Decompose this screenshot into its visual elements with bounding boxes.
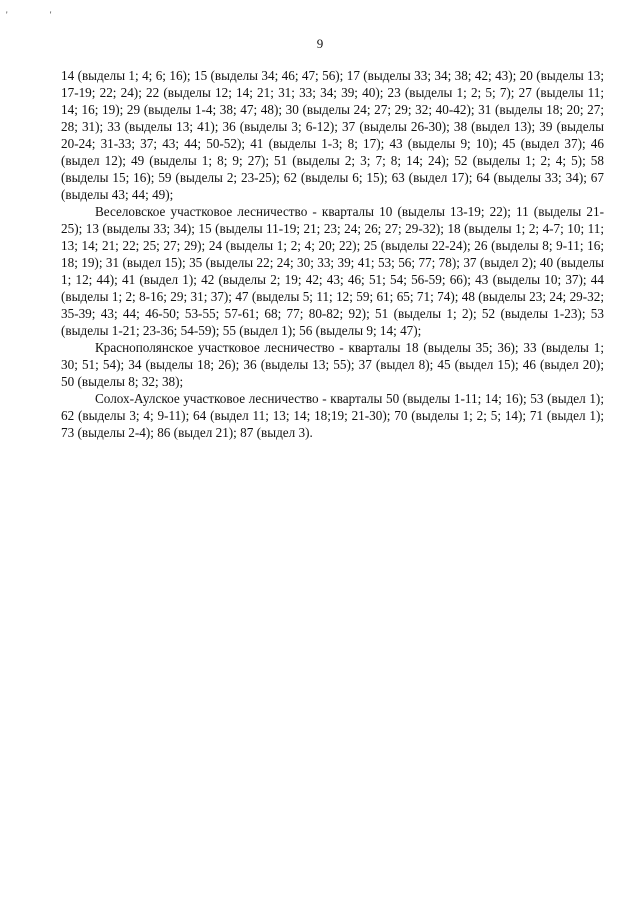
paragraph-continuation: 14 (выделы 1; 4; 6; 16); 15 (выделы 34; 46; 47; 56); 17 (выделы 33; 34; 38; 42; 43); 20 (выделы 13; 17-19; 22; 24); 22 (выделы 12; 14; 21; 31; 33; 34; 39; 40); 23 (выделы 1; 2; 5; 7); 27 (выделы 11; 14; 16; 19); 29 (выделы 1-4; 38; 47; 48); 30 (выделы 24; 27; 29; 32; 40-42); 31 (выделы 18; 20; 27; 28; 31); 33 (выделы 13; 41); 36 (выделы 3; 6-12); 37 (выделы 26-30); 38 (выдел 13); 39 (выделы 20-24; 31-33; 37; 43; 44; 50-52); 41 (выделы 1-3; 8; 17); 43 (выделы 9; 10); 45 (выдел 37); 46 (выдел 12); 49 (выделы 1; 8; 9; 27); 51 (выделы 2; 3; 7; 8; 14; 24); 52 (выделы 1; 2; 4; 5); 58 (выделы 15; 16); 59 (выделы 2; 23-25); 62 (выделы 6; 15); 63 (выдел 17); 64 (выделы 33; 34); 67 (выделы 43; 44; 49); xyxy=(61,68,604,202)
paragraph-solokh-aulskoe: Солох-Аулское участковое лесничество - кварталы 50 (выделы 1-11; 14; 16); 53 (выдел 1); 62 (выделы 3; 4; 9-11); 64 (выдел 11; 13; 14; 18;19; 21-30); 70 (выделы 1; 2; 5; 14); 71 (выдел 1); 73 (выделы 2-4); 86 (выдел 21); 87 (выдел 3). xyxy=(61,391,604,440)
paragraph-veselovskoe: Веселовское участковое лесничество - кварталы 10 (выделы 13-19; 22); 11 (выделы 21-25); 13 (выделы 33; 34); 15 (выделы 11-19; 21; 23; 24; 26; 27; 29-32); 18 (выделы 1; 2; 4-7; 10; 11; 13; 14; 21; 22; 25; 27; 29); 24 (выделы 1; 2; 4; 20; 22); 25 (выделы 22-24); 26 (выделы 8; 9-11; 16; 18; 19); 31 (выдел 15); 35 (выделы 22; 24; 30; 33; 39; 41; 53; 56; 77; 78); 37 (выдел 2); 40 (выделы 1; 12; 44); 41 (выдел 1); 42 (выделы 2; 19; 42; 43; 46; 51; 54; 56-59; 66); 43 (выделы 10; 37); 44 (выделы 1; 2; 8-16; 29; 31; 37); 47 (выделы 5; 11; 12; 59; 61; 65; 71; 74); 48 (выделы 23; 24; 29-32; 35-39; 43; 44; 46-50; 53-55; 57-61; 68; 77; 80-82; 92); 51 (выделы 1; 2); 52 (выделы 1-23); 53 (выделы 1-21; 23-36; 54-59); 55 (выдел 1); 56 (выделы 9; 14; 47); xyxy=(61,204,604,338)
paragraph-krasnopolyanskoe: Краснополянское участковое лесничество - кварталы 18 (выделы 35; 36); 33 (выделы 1; 30; 51; 54); 34 (выделы 18; 26); 36 (выделы 13; 55); 37 (выдел 8); 45 (выдел 15); 46 (выдел 20); 50 (выделы 8; 32; 38); xyxy=(61,340,604,389)
document-body xyxy=(61,67,604,441)
scan-specks: ' ' xyxy=(6,10,72,20)
page-number: 9 xyxy=(316,36,324,51)
